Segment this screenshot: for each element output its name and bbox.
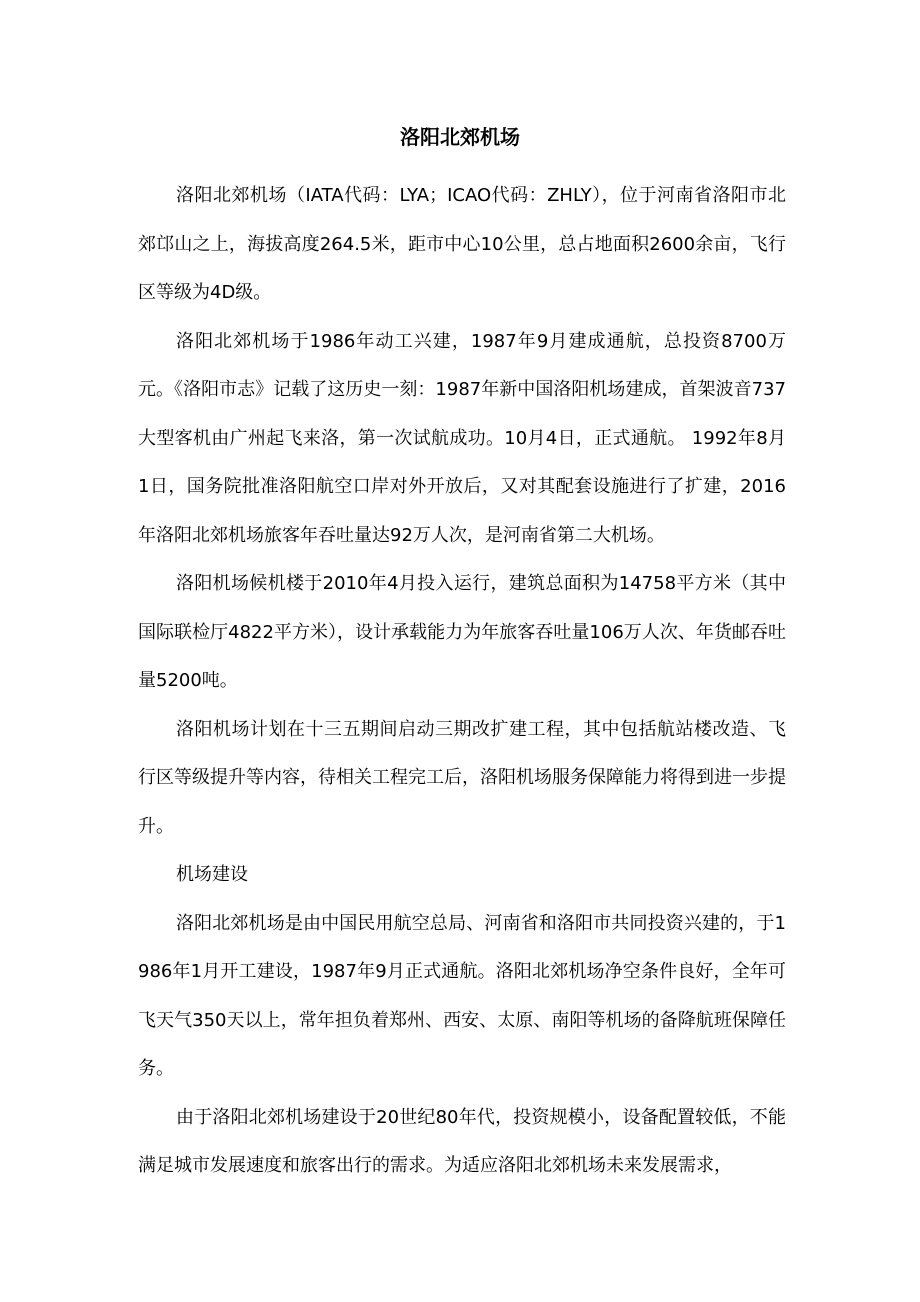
paragraph-construction: 洛阳北郊机场是由中国民用航空总局、河南省和洛阳市共同投资兴建的，于1986年1月开工建设，1987年9月正式通航。洛阳北郊机场净空条件良好，全年可飞天气350天以上，常年担负着郑州、西安、太原、南阳等机场的备降航班保障任务。 [138,912,786,1079]
paragraph-history: 洛阳北郊机场于1986年动工兴建，1987年9月建成通航，总投资8700万元。《洛阳市志》记载了这历史一刻：1987年新中国洛阳机场建成，首架波音737大型客机由广州起飞来洛，第一次试航成功。10月4日，正式通航。 1992年8月1日，国务院批准洛阳航空口岸对外开放后，又对其配套设施进行了扩建，2016年洛阳北郊机场旅客年吞吐量达92万人次，是河南省第二大机场。 [138,330,786,546]
section-heading-airport-construction: 机场建设 [176,864,248,885]
paragraph-terminal: 洛阳机场候机楼于2010年4月投入运行，建筑总面积为14758平方米（其中国际联检厅4822平方米），设计承载能力为年旅客吞吐量106万人次、年货邮吞吐量5200吨。 [138,573,786,691]
document-title: 洛阳北郊机场 [400,125,520,149]
paragraph-development-needs: 由于洛阳北郊机场建设于20世纪80年代，投资规模小，设备配置较低，不能满足城市发展速度和旅客出行的需求。为适应洛阳北郊机场未来发展需求， [138,1106,786,1176]
paragraph-expansion-plan: 洛阳机场计划在十三五期间启动三期改扩建工程，其中包括航站楼改造、飞行区等级提升等内容，待相关工程完工后，洛阳机场服务保障能力将得到进一步提升。 [138,718,786,837]
paragraph-overview: 洛阳北郊机场（IATA代码：LYA；ICAO代码：ZHLY），位于河南省洛阳市北郊邙山之上，海拔高度264.5米，距市中心10公里，总占地面积2600余亩，飞行区等级为4D级。 [138,185,786,303]
document-body [138,172,786,1191]
